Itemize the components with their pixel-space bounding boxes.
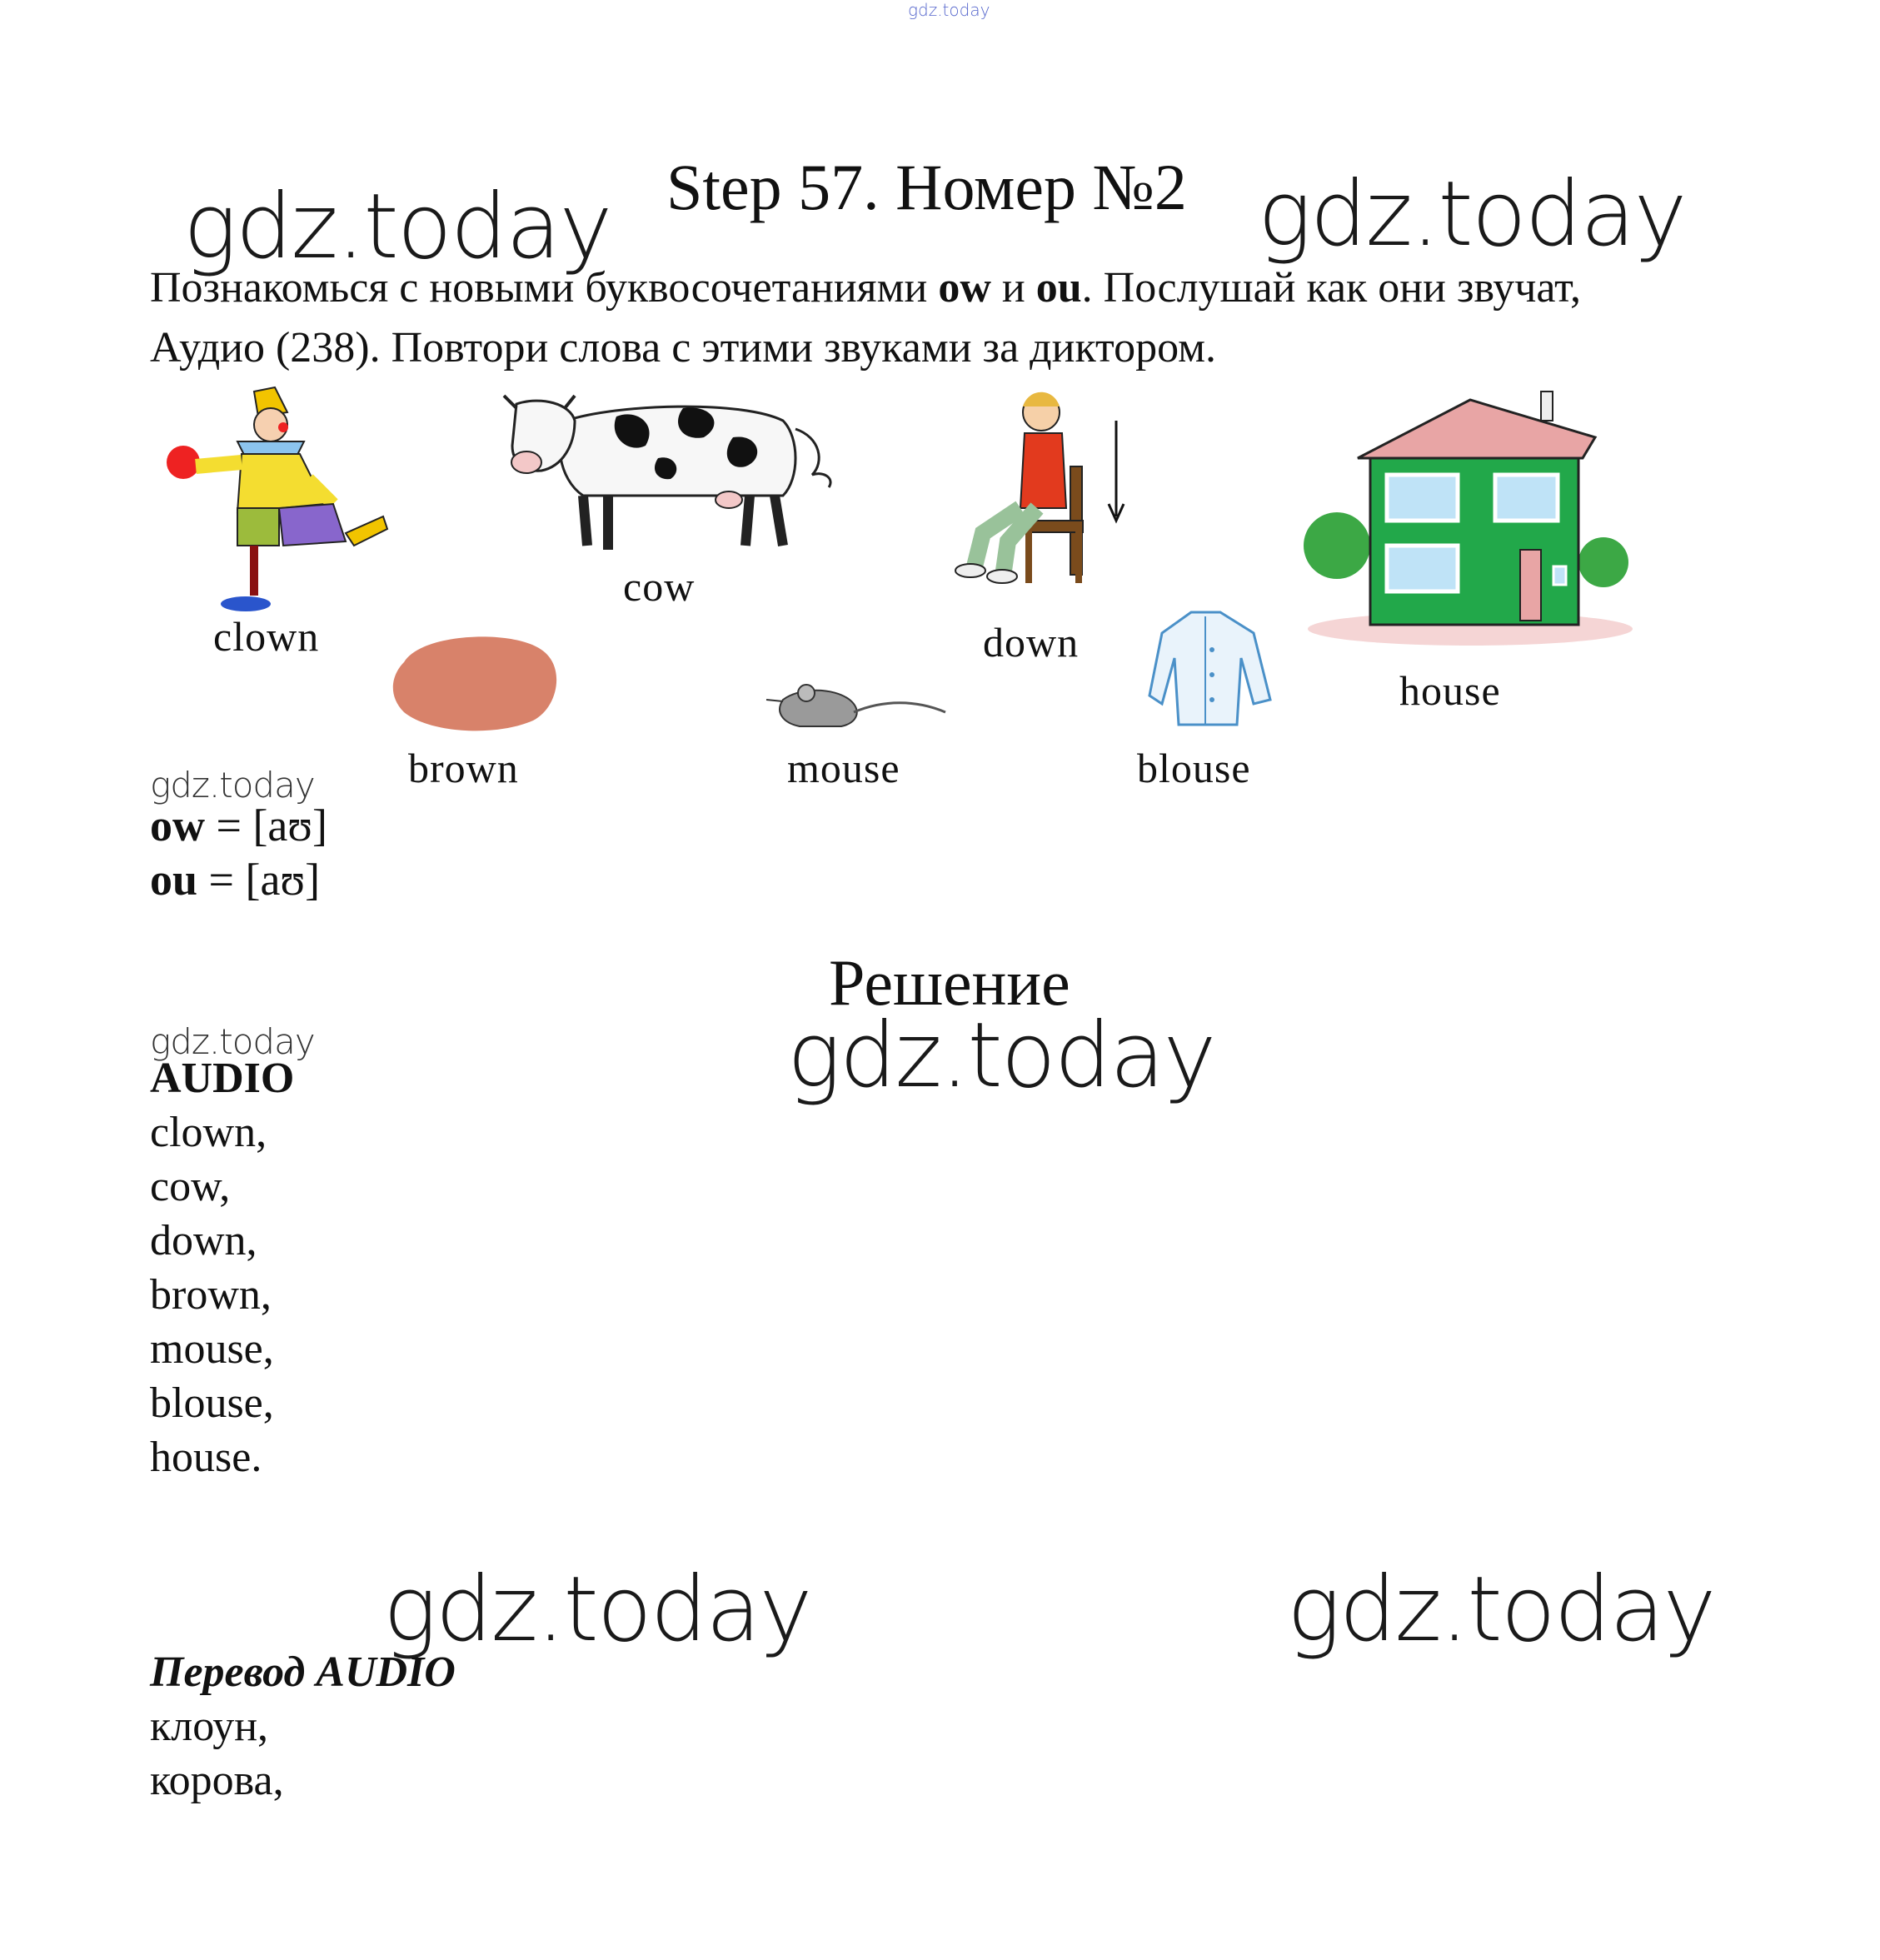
audio-word: down, [150, 1217, 257, 1264]
audio-word: clown, [150, 1109, 267, 1156]
label-brown: brown [408, 745, 519, 791]
label-clown: clown [213, 613, 320, 660]
rule-ow [150, 800, 327, 851]
instruction-text [150, 258, 1581, 378]
instruction-text-part: и [990, 264, 1036, 312]
label-blouse: blouse [1137, 745, 1251, 791]
down-illustration [945, 383, 1145, 600]
instruction-line-1 [150, 258, 1581, 318]
audio-word: cow, [150, 1163, 231, 1210]
instruction-line-2: Аудио (238). Повтори слова с этими звуками за диктором. [150, 324, 1216, 372]
translation-section [150, 1645, 456, 1808]
clown-illustration [158, 379, 391, 612]
watermark-top: gdz.today [908, 0, 990, 20]
instruction-bold-ow: ow [938, 264, 991, 312]
label-down: down [983, 619, 1080, 666]
solution-heading: Решение [829, 946, 1070, 1019]
rule-letters: ow [150, 800, 205, 850]
translation-heading: Перевод AUDIO [150, 1648, 456, 1696]
audio-section [150, 1051, 294, 1484]
rule-sound: = [aʊ] [197, 855, 321, 905]
audio-word: mouse, [150, 1325, 274, 1373]
label-mouse: mouse [787, 745, 900, 791]
rule-sound: = [aʊ] [205, 800, 328, 850]
rule-letters: ou [150, 855, 198, 905]
blouse-illustration [1145, 608, 1279, 733]
translation-word: клоун, [150, 1703, 269, 1750]
watermark-title-left: gdz.today [183, 175, 611, 279]
rule-ou [150, 854, 320, 905]
mouse-illustration [766, 675, 950, 741]
watermark-solution: gdz.today [787, 1004, 1215, 1108]
audio-word: brown, [150, 1271, 272, 1319]
house-illustration [1308, 379, 1633, 646]
brown-illustration [387, 629, 562, 737]
instruction-text-part: Познакомься с новыми буквосочетаниями [150, 264, 939, 312]
instruction-text-part: . Послушай как они звучат, [1081, 264, 1581, 312]
cow-illustration [491, 387, 841, 562]
translation-word: корова, [150, 1757, 284, 1804]
audio-word: blouse, [150, 1379, 274, 1427]
watermark-rule: gdz.today [150, 765, 315, 805]
audio-heading: AUDIO [150, 1055, 295, 1102]
label-cow: cow [623, 563, 696, 610]
audio-word: house. [150, 1434, 262, 1481]
instruction-bold-ou: ou [1035, 264, 1082, 312]
watermark-title-right: gdz.today [1258, 162, 1686, 267]
page-title: Step 57. Номер №2 [666, 151, 1187, 223]
watermark-bottom-left: gdz.today [383, 1558, 811, 1662]
watermark-bottom-right: gdz.today [1287, 1558, 1715, 1662]
label-house: house [1399, 667, 1501, 714]
watermark-audio: gdz.today [150, 1021, 315, 1062]
